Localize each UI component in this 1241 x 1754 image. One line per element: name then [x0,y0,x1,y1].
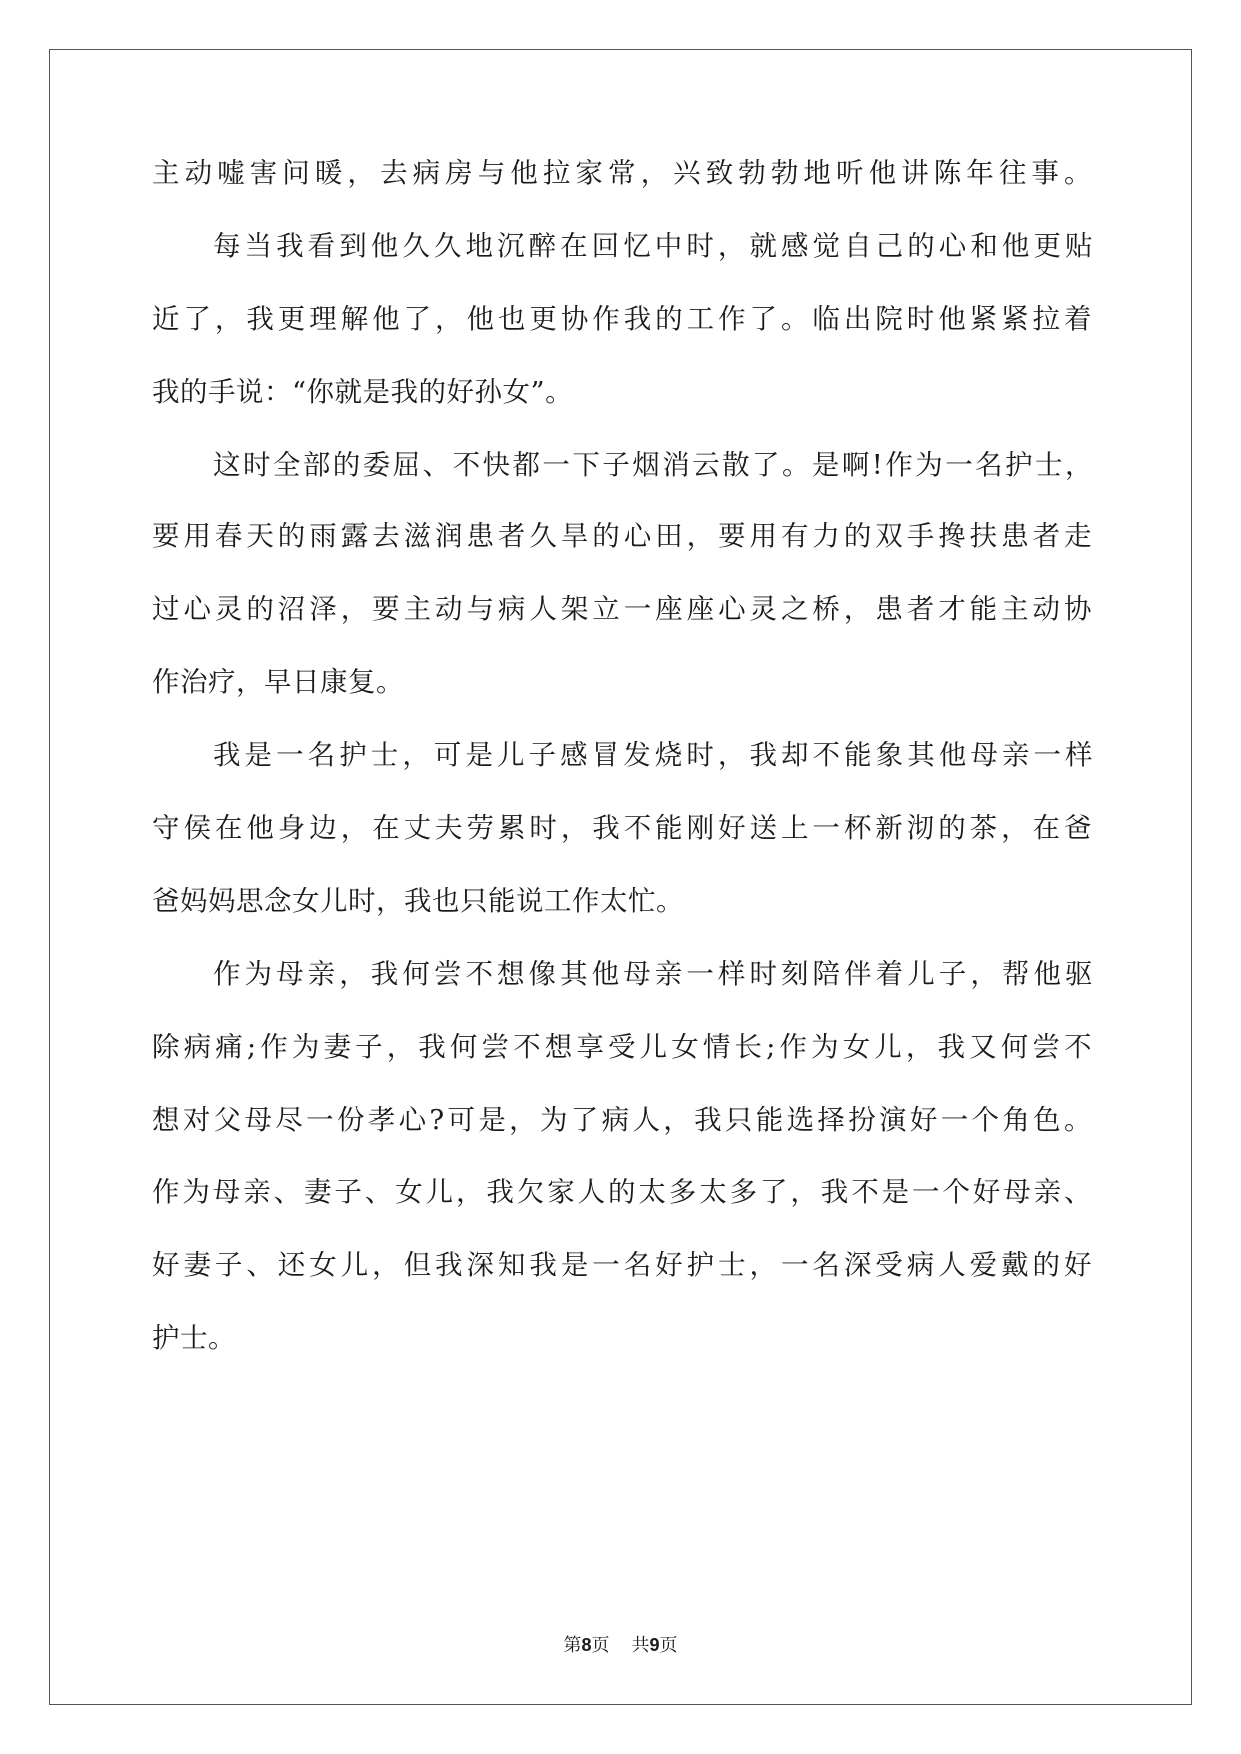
paragraph-line: 爸妈妈思念女儿时，我也只能说工作太忙。 [152,885,684,917]
paragraph-line: 护士。 [152,1322,236,1354]
paragraph-line: 作为母亲，我何尝不想像其他母亲一样时刻陪伴着儿子，帮他驱 [213,958,1093,990]
paragraph-line: 想对父母尽一份孝心?可是，为了病人，我只能选择扮演好一个角色。 [152,1104,1092,1136]
paragraph-line: 我是一名护士，可是儿子感冒发烧时，我却不能象其他母亲一样 [213,739,1093,771]
page-border [49,49,1192,1705]
paragraph-line: 除病痛;作为妻子，我何尝不想享受儿女情长;作为女儿，我又何尝不 [152,1031,1092,1063]
paragraph-line: 主动嘘害问暖，去病房与他拉家常，兴致勃勃地听他讲陈年往事。 [152,157,1092,189]
paragraph-line: 守侯在他身边，在丈夫劳累时，我不能刚好送上一杯新沏的茶，在爸 [152,812,1092,844]
paragraph-line: 作为母亲、妻子、女儿，我欠家人的太多太多了，我不是一个好母亲、 [152,1176,1092,1208]
paragraph-line: 过心灵的沼泽，要主动与病人架立一座座心灵之桥，患者才能主动协 [152,593,1092,625]
page-prefix: 第 [563,1635,582,1656]
total-prefix: 共 [631,1635,650,1656]
paragraph-line: 要用春天的雨露去滋润患者久旱的心田，要用有力的双手搀扶患者走 [152,520,1092,552]
total-suffix: 页 [659,1635,678,1656]
page-suffix: 页 [591,1635,610,1656]
paragraph-line: 近了，我更理解他了，他也更协作我的工作了。临出院时他紧紧拉着 [152,303,1092,335]
total-page-number: 9 [649,1635,660,1655]
current-page-number: 8 [581,1635,592,1655]
paragraph-line: 作治疗，早日康复。 [152,666,404,698]
page-footer [0,1634,1241,1657]
paragraph-line: 这时全部的委屈、不快都一下子烟消云散了。是啊!作为一名护士， [213,449,1093,481]
paragraph-line: 每当我看到他久久地沉醉在回忆中时，就感觉自己的心和他更贴 [213,230,1093,262]
paragraph-line: 好妻子、还女儿，但我深知我是一名好护士，一名深受病人爱戴的好 [152,1249,1092,1281]
paragraph-line: 我的手说：“你就是我的好孙女”。 [152,376,574,408]
